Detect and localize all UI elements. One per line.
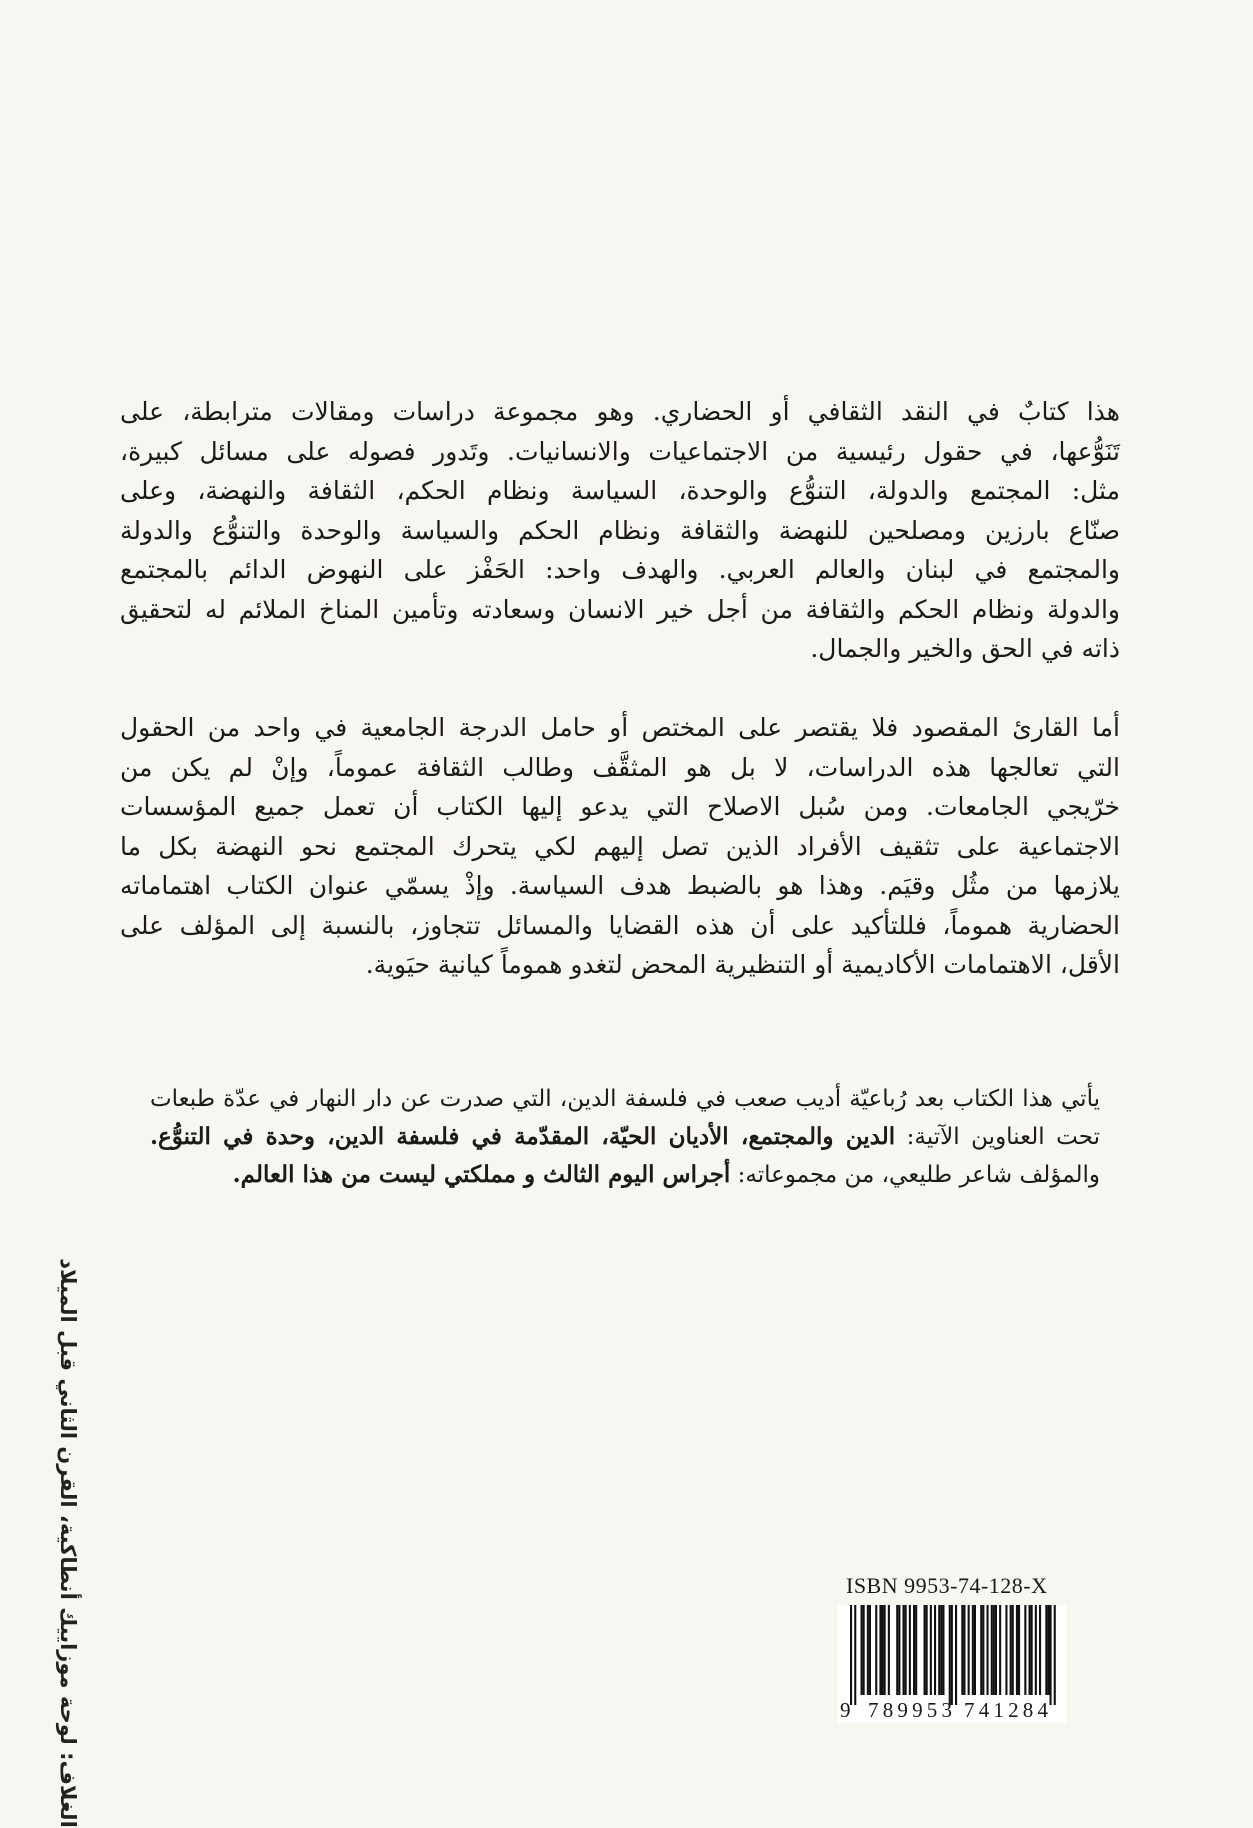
barcode-digit-group-left: 789953 <box>868 1698 952 1722</box>
barcode-bar <box>991 1605 993 1695</box>
series-line: يأتي هذا الكتاب بعد رُباعيّة أديب صعب في فلسفة الدين، التي صدرت عن دار النهار في عدّة طبعات <box>150 1086 1100 1112</box>
barcode-bar <box>974 1605 976 1695</box>
barcode-bar <box>940 1605 942 1695</box>
barcode-bar <box>869 1605 871 1695</box>
barcode-bar <box>882 1605 884 1695</box>
barcode-bar <box>993 1605 995 1695</box>
barcode-bar <box>949 1605 951 1705</box>
barcode-digit-group-right: 741284 <box>964 1698 1048 1722</box>
text-line: أما القارئ المقصود فلا يقتصر على المختص أو حامل الدرجة الجامعية في واحد من الحقول <box>120 713 1120 742</box>
text-line: والمجتمع في لبنان والعالم العربي. والهدف واحد: الحَفْز على النهوض الدائم بالمجتمع <box>120 555 1120 584</box>
barcode-bar <box>850 1605 852 1705</box>
barcode-graphic <box>838 1605 1066 1723</box>
text-line: التي تعالجها هذه الدراسات، لا بل هو المثقَّف وطالب الثقافة عموماً، وإنْ لم يكن من <box>120 752 1120 782</box>
barcode-bar <box>1010 1605 1012 1695</box>
barcode-bar <box>915 1605 917 1695</box>
text-line: صنّاع بارزين ومصلحين للنهضة والثقافة ونظام الحكم والسياسة والوحدة والتنوُّع والدولة <box>120 515 1120 545</box>
isbn-barcode-block <box>838 1573 1066 1723</box>
barcode-bar <box>968 1605 970 1695</box>
barcode-bar <box>863 1605 865 1695</box>
author-series-note <box>150 1080 1100 1194</box>
barcode-bar <box>905 1605 907 1695</box>
barcode-bar <box>879 1605 881 1695</box>
barcode-bar <box>854 1605 856 1705</box>
text-line: مثل: المجتمع والدولة، التنوُّع والوحدة، السياسة ونظام الحكم، الثقافة والنهضة، وعلى <box>120 476 1120 505</box>
barcode-bar <box>938 1605 940 1695</box>
poetry-prefix: والمؤلف شاعر طليعي، من مجموعاته: <box>730 1162 1100 1188</box>
barcode-bar <box>924 1605 926 1695</box>
barcode-bar <box>955 1605 957 1705</box>
barcode-bar <box>995 1605 997 1695</box>
barcode-bar <box>961 1605 963 1695</box>
text-line: الحضارية هموماً، فللتأكيد على أن هذه القضايا والمسائل تتجاوز، بالنسبة إلى المؤلف على <box>120 910 1120 940</box>
barcode-bar <box>861 1605 863 1695</box>
barcode-bar <box>963 1605 965 1695</box>
barcode-bar <box>1018 1605 1020 1695</box>
barcode-bar <box>1005 1605 1007 1695</box>
barcode-bar <box>980 1605 982 1695</box>
series-line <box>150 1118 1100 1156</box>
barcode-bar <box>1050 1605 1052 1705</box>
barcode-bar <box>942 1605 944 1695</box>
text-line: والدولة ونظام الحكم والثقافة من أجل خير الانسان وسعادته وتأمين المناخ الملائم له لتحقيق <box>120 594 1120 624</box>
text-line: الاجتماعية على تثقيف الأفراد الذين تصل إليهم لكي يتحرك المجتمع نحو النهضة بكل ما <box>120 831 1120 861</box>
text-line: يلازمها من مثُل وقيَم. وهذا هو بالضبط هدف السياسة. وإذْ يسمّي عنوان الكتاب اهتماماته <box>120 871 1120 900</box>
barcode-bar <box>898 1605 900 1695</box>
barcode-bar <box>867 1605 869 1695</box>
barcode-bar <box>1016 1605 1018 1695</box>
barcode-bar <box>884 1605 886 1695</box>
barcode-bar <box>1024 1605 1026 1695</box>
barcode-bar <box>1035 1605 1037 1695</box>
barcode-bar <box>1039 1605 1041 1695</box>
barcode-bar <box>913 1605 915 1695</box>
barcode-bar <box>875 1605 877 1695</box>
barcode-bar <box>1031 1605 1033 1695</box>
barcode-bar <box>909 1605 911 1695</box>
barcode-bar <box>972 1605 974 1695</box>
text-line: هذا كتابٌ في النقد الثقافي أو الحضاري. وهو مجموعة دراسات ومقالات مترابطة، على <box>120 397 1120 426</box>
text-line: الأقل، الاهتمامات الأكاديمية أو التنظيرية المحض لتغدو هموماً كيانية حيَوية. <box>365 950 1120 979</box>
barcode-bar <box>1047 1605 1049 1695</box>
cover-art-credit: الغلاف: لوحة موزاييك أنطاكية، القرن الثاني قبل الميلاد <box>56 1258 80 1828</box>
text-line: ذاته في الحق والخير والجمال. <box>810 634 1120 663</box>
barcode-bar <box>888 1605 890 1695</box>
series-titles: الدين والمجتمع، الأديان الحيّة، المقدّمة في فلسفة الدين، وحدة في التنوُّع <box>158 1123 896 1150</box>
barcode-bar <box>934 1605 936 1695</box>
barcode-digit-first: 9 <box>840 1698 851 1722</box>
barcode-bar <box>896 1605 898 1695</box>
poetry-period: . <box>232 1161 241 1188</box>
intended-reader-paragraph <box>120 708 1120 985</box>
text-line: تَنَوُّعها، في حقول رئيسية من الاجتماعيات والانسانيات. وتَدور فصوله على مسائل كبيرة، <box>120 436 1120 466</box>
barcode-bar <box>903 1605 905 1695</box>
series-prefix: تحت العناوين الآتية: <box>895 1124 1101 1150</box>
isbn-label: ISBN 9953-74-128-X <box>846 1573 1048 1598</box>
barcode-bar <box>982 1605 984 1695</box>
barcode-bar <box>1029 1605 1031 1695</box>
barcode-bar <box>951 1605 953 1705</box>
barcode-bar <box>930 1605 932 1695</box>
text-line: خرّيجي الجامعات. ومن سُبل الاصلاح التي يدعو إليها الكتاب أن تعمل جميع المؤسسات <box>120 792 1120 821</box>
barcode-bar <box>1012 1605 1014 1695</box>
barcode-bar <box>926 1605 928 1695</box>
barcode-bar <box>1054 1605 1056 1705</box>
book-description-paragraph <box>120 392 1120 669</box>
series-line <box>150 1156 1100 1194</box>
poetry-titles: أجراس اليوم الثالث و مملكتي ليست من هذا العالم <box>240 1161 731 1188</box>
series-period: . <box>150 1123 159 1150</box>
barcode-bar <box>987 1605 989 1695</box>
barcode-bar <box>1045 1605 1047 1695</box>
barcode-bar <box>999 1605 1001 1695</box>
